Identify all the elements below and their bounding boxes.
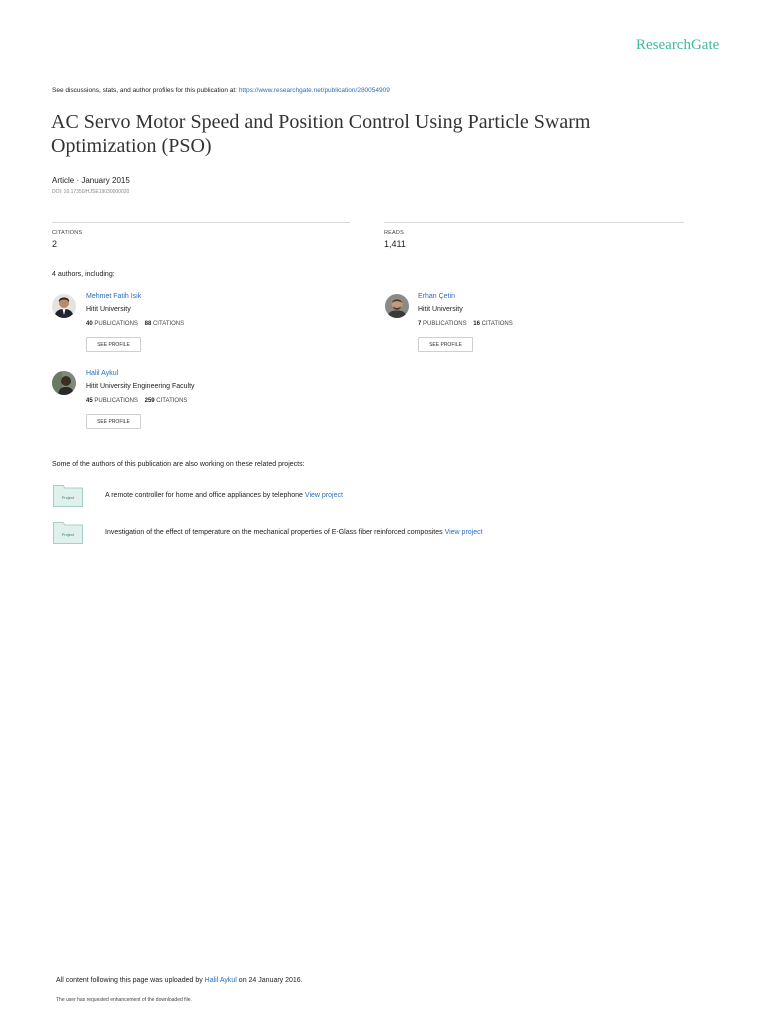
publications-count: 45	[86, 398, 93, 404]
author-name[interactable]: Erhan Çetin	[418, 293, 455, 300]
author-affiliation: Hitit University Engineering Faculty	[86, 383, 195, 390]
author-affiliation: Hitit University	[418, 306, 463, 313]
article-meta: Article · January 2015	[52, 176, 130, 185]
author-avatar[interactable]	[52, 371, 76, 395]
project-badge: Project	[61, 495, 75, 500]
publications-label: PUBLICATIONS	[94, 398, 138, 404]
divider-right	[384, 222, 684, 223]
divider-left	[52, 222, 350, 223]
doi-text: DOI: 10.17350/HJSE19030000020	[52, 189, 130, 195]
view-project-link[interactable]: View project	[304, 492, 343, 499]
author-photo-icon	[385, 294, 409, 318]
author-avatar[interactable]	[52, 294, 76, 318]
publications-count: 7	[418, 321, 422, 327]
publications-label: PUBLICATIONS	[94, 321, 138, 327]
author-name[interactable]: Halil Aykul	[86, 370, 119, 377]
authors-heading: 4 authors, including:	[52, 271, 115, 278]
project-title: Investigation of the effect of temperature on the mechanical properties of E-Glass fiber reinforced composites	[105, 529, 443, 536]
author-affiliation: Hitit University	[86, 306, 131, 313]
author-stats	[86, 398, 187, 404]
project-folder-icon	[53, 485, 83, 507]
upload-suffix: on 24 January 2016.	[238, 977, 303, 984]
citations-count: 259	[144, 398, 155, 404]
upload-prefix: All content following this page was uploaded by	[56, 977, 203, 984]
author-avatar[interactable]	[385, 294, 409, 318]
citations-label: CITATIONS	[52, 230, 83, 236]
reads-label: READS	[384, 230, 404, 236]
project-title: A remote controller for home and office appliances by telephone	[105, 492, 303, 499]
citations-count: 2	[52, 239, 58, 249]
publications-label: PUBLICATIONS	[423, 321, 467, 327]
citations-label: CITATIONS	[156, 398, 188, 404]
citations-label: CITATIONS	[152, 321, 185, 327]
reads-count: 1,411	[384, 239, 406, 249]
discussion-notice	[52, 87, 390, 94]
enhancement-note: The user has requested enhancement of the downloaded file.	[56, 997, 192, 1003]
see-profile-button[interactable]: SEE PROFILE	[86, 337, 141, 352]
author-photo-icon	[52, 294, 76, 318]
author-photo-icon	[52, 371, 76, 395]
project-item	[105, 492, 343, 499]
author-name[interactable]: Mehmet Fatih Isik	[86, 293, 142, 300]
project-item	[105, 529, 483, 536]
discussion-prefix: See discussions, stats, and author profiles for this publication at:	[52, 87, 237, 94]
publication-link[interactable]: https://www.researchgate.net/publication/280054909	[238, 87, 390, 94]
uploader-link[interactable]: Halil Aykul	[204, 977, 237, 984]
see-profile-button[interactable]: SEE PROFILE	[86, 414, 141, 429]
see-profile-button[interactable]: SEE PROFILE	[418, 337, 473, 352]
author-stats	[86, 321, 184, 327]
publication-title: AC Servo Motor Speed and Position Control Using Particle Swarm Optimization (PSO)	[51, 111, 591, 157]
citations-count: 88	[144, 321, 152, 327]
author-stats	[418, 321, 513, 327]
citations-count: 16	[473, 321, 480, 327]
view-project-link[interactable]: View project	[444, 529, 483, 536]
citations-label: CITATIONS	[481, 321, 513, 327]
researchgate-logo[interactable]: ResearchGate	[636, 37, 720, 53]
project-badge: Project	[61, 532, 75, 537]
projects-heading: Some of the authors of this publication are also working on these related projects:	[52, 461, 305, 468]
upload-note	[56, 977, 303, 984]
project-folder-icon	[53, 522, 83, 544]
publications-count: 40	[86, 321, 93, 327]
